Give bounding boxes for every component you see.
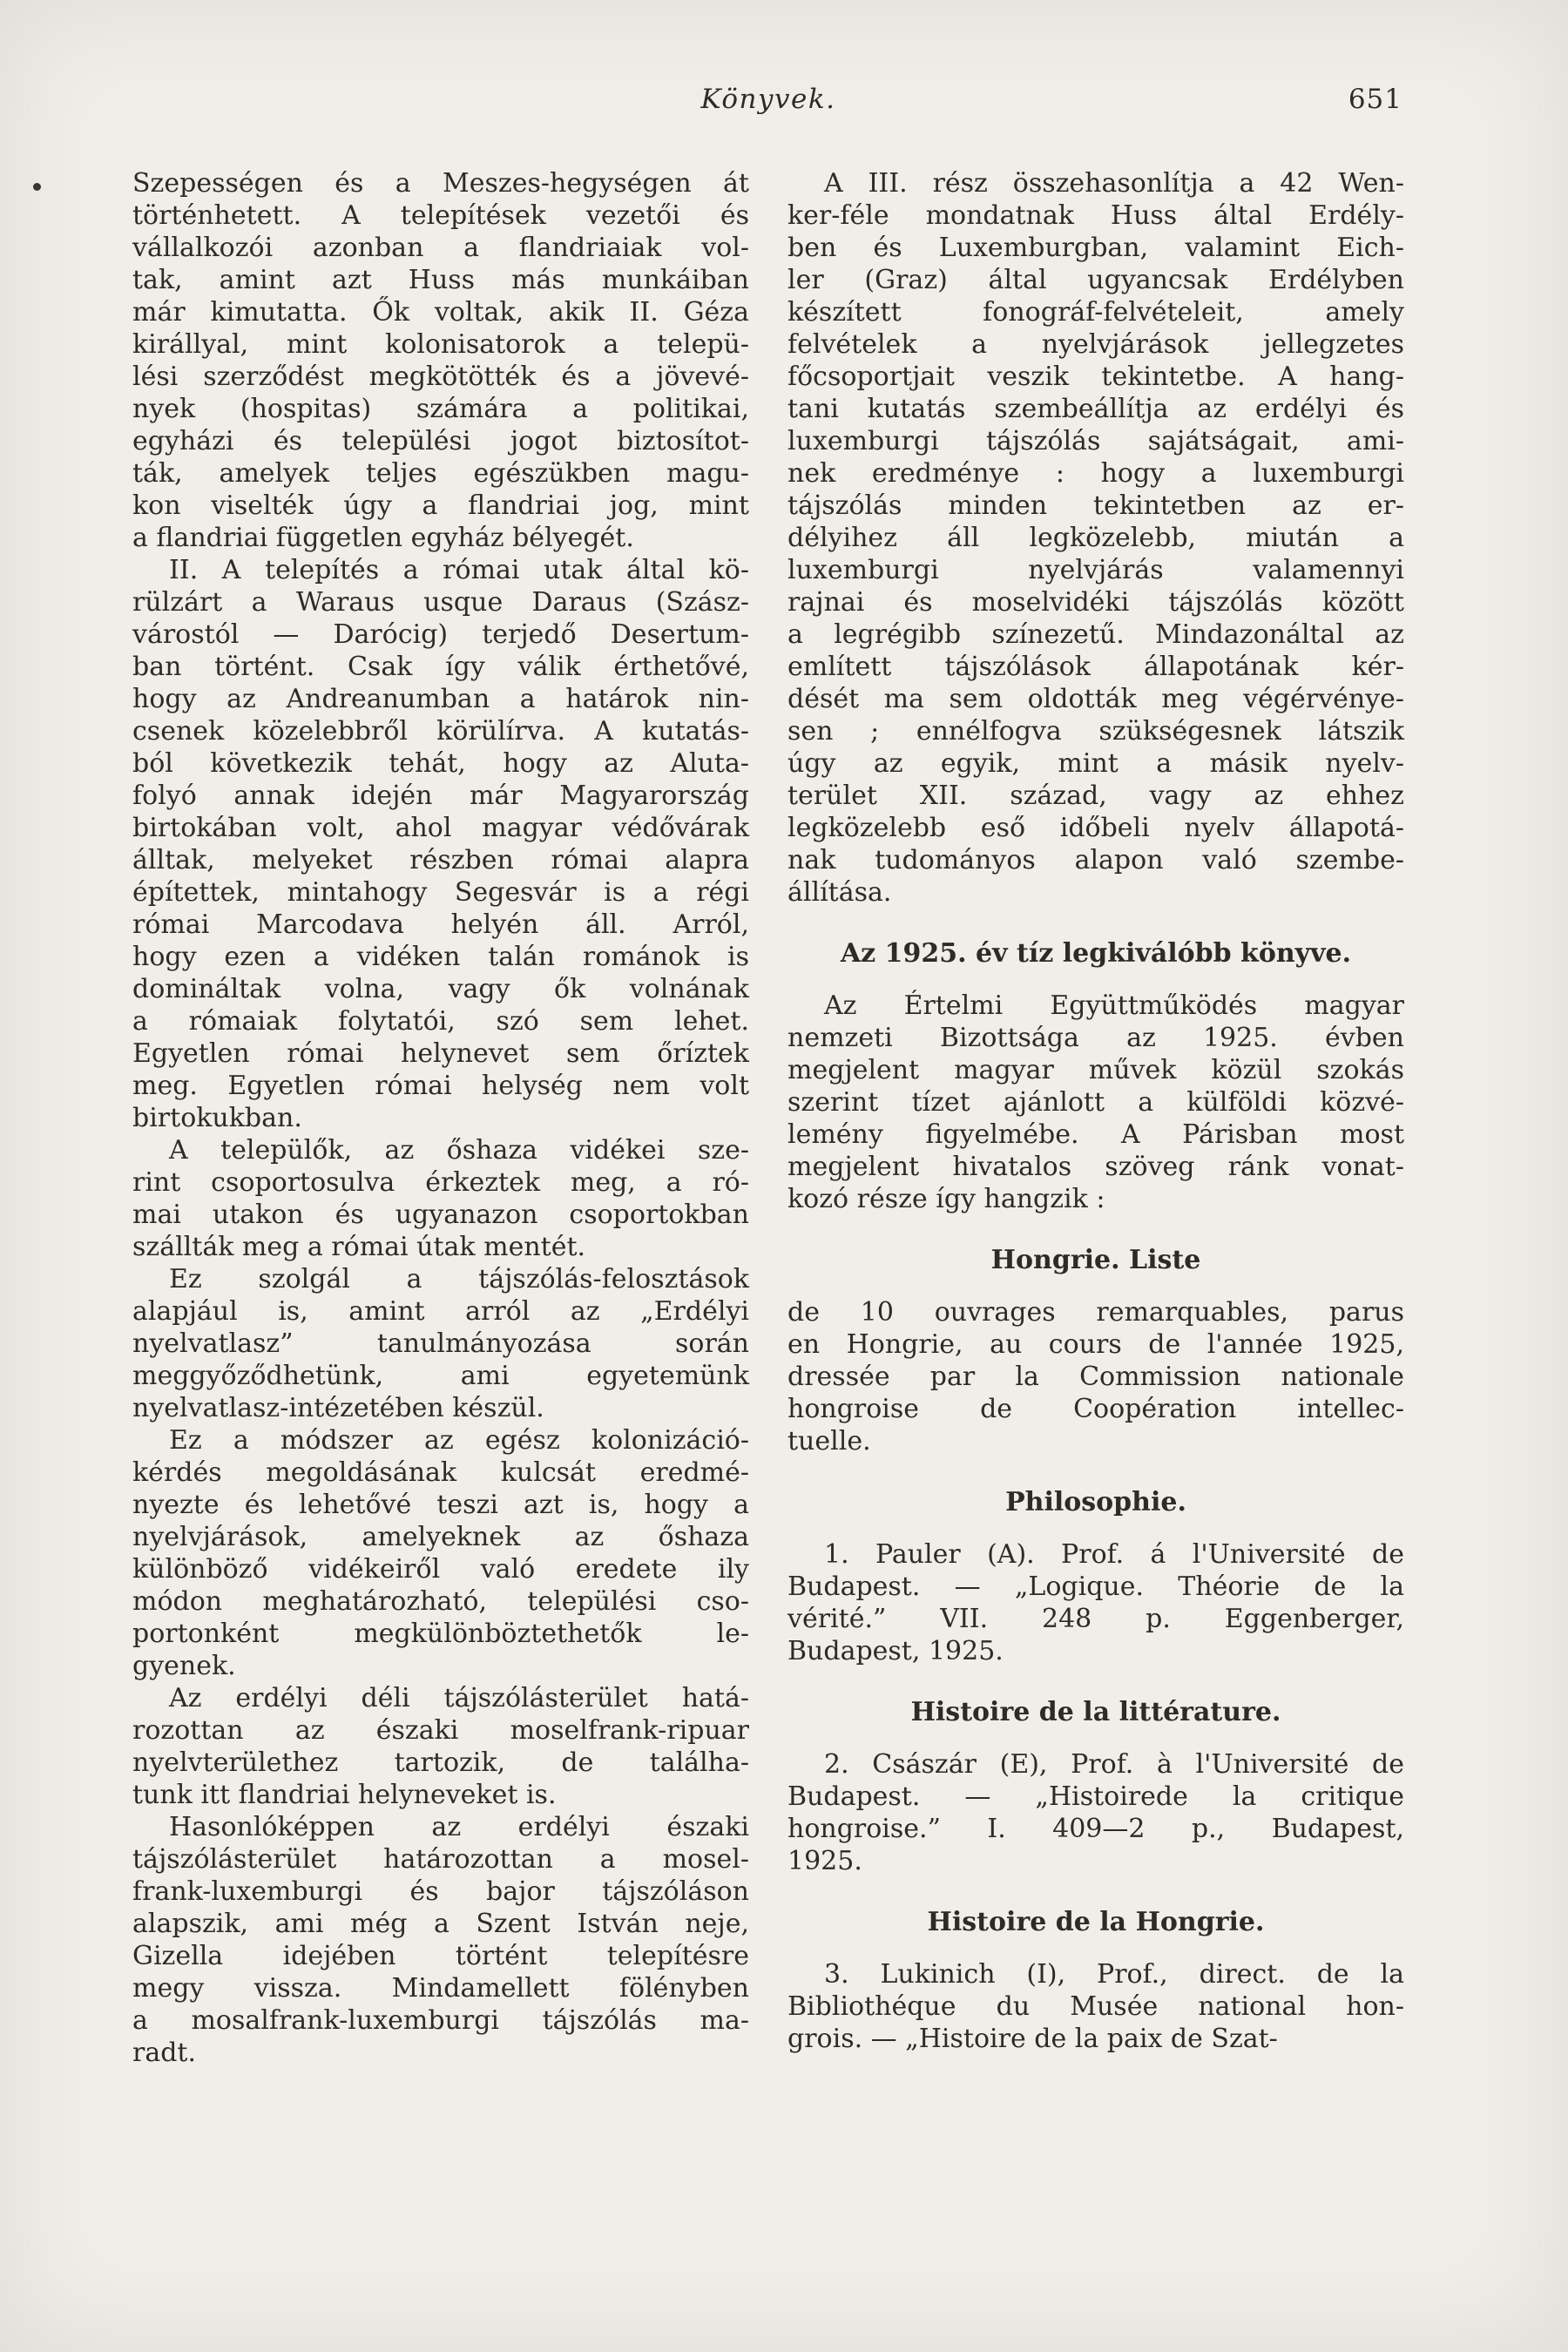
paragraph-dialect-atlas: Ez szolgál a tájszólás-felosztások alapjául is, amint arról az „Erdélyi nyelvatlasz” tanulmányozása során meggyőződhetünk, ami egyetemünk nyelvatlasz-intézetében készül. xyxy=(132,1264,749,1423)
page-number: 651 xyxy=(1348,84,1402,115)
paragraph-committee: Az Értelmi Együttműködés magyar nemzeti Bizottsága az 1925. évben megjelent magyar művek közül szokás szerint tízet ajánlott a külföldi közvé- lemény figyelmébe. A Párisban most megjelent hivatalos szöveg ránk vonat- kozó része így hangzik : xyxy=(787,990,1404,1214)
section-heading-histoire-hongrie: Histoire de la Hongrie. xyxy=(927,1907,1265,1937)
scan-speck xyxy=(33,183,41,191)
two-column-text xyxy=(132,167,1404,2069)
paragraph-settlement-continuation: Szepességen és a Meszes-hegységen át történhetett. A telepítések vezetői és vállalkozói azonban a flandriaiak vol- tak, amint azt Huss más munkáiban már kimutatta. Ők voltak, akik II. Géza királlyal, mint kolonisatorok a telepü- lési szerződést megkötötték és a jövevé- nyek (hospitas) számára a politikai, egyházi és települési jogot biztosítot- ták, amelyek teljes egészükben magu- kon viselték úgy a flandriai jog, mint a flandriai független egyház bélyegét. xyxy=(132,168,749,553)
paragraph-part-three: A III. rész összehasonlítja a 42 Wen- ker-féle mondatnak Huss által Erdély- ben és Luxemburgban, valamint Eich- ler (Graz) által ugyancsak Erdélyben készített fonográf-felvételeit, amely felvételek a nyelvjárások jellegzetes főcsoportjait veszik tekintetbe. A hang- tani kutatás szembeállítja az erdélyi és luxemburgi tájszólás sajátságait, ami- nek eredménye : hogy a luxemburgi tájszólás minden tekintetben az er- délyihez áll legközelebb, miután a luxemburgi nyelvjárás valamennyi rajnai és moselvidéki tájszólás között a legrégibb színezetű. Mindazonáltal az említett tájszólások állapotának kér- dését ma sem oldották meg végérvénye- sen ; ennélfogva szükségesnek látszik úgy az egyik, mint a másik nyelv- terület XII. század, vagy az ehhez legközelebb eső időbeli nyelv állapotá- nak tudományos alapon való szembe- állítása. xyxy=(787,168,1404,908)
paragraph-roman-roads: II. A telepítés a római utak által kö- rülzárt a Waraus usque Daraus (Szász- várostól — Darócig) terjedő Desertum- ban történt. Csak így válik érthetővé, hogy az Andreanumban a határok nin- csenek közelebbről körülírva. A kutatás- ból következik tehát, hogy az Aluta- folyó annak idején már Magyarország birtokában volt, ahol magyar védővárak álltak, melyeket részben római alapra építettek, mintahogy Segesvár is a régi római Marcodava helyén áll. Arról, hogy ezen a vidéken talán románok is domináltak volna, vagy ők volnának a rómaiak folytatói, szó sem lehet. Egyetlen római helynevet sem őríztek meg. Egyetlen római helység nem volt birtokukban. xyxy=(132,555,749,1133)
right-column xyxy=(787,167,1404,2069)
entry-lukinich: 3. Lukinich (I), Prof., direct. de la Bibliothéque du Musée national hon- grois. — „Histoire de la paix de Szat- xyxy=(787,1959,1404,2054)
running-title: Könyvek. xyxy=(700,84,836,115)
paragraph-southern-dialect: Az erdélyi déli tájszólásterület hatá- rozottan az északi moselfrank-ripuar nyelvterülethez tartozik, de találha- tunk itt flandriai helyneveket is. xyxy=(132,1683,749,1810)
entry-pauler: 1. Pauler (A). Prof. á l'Université de Budapest. — „Logique. Théorie de la vérité.” VII. 248 p. Eggenberger, Budapest, 1925. xyxy=(787,1539,1404,1666)
section-heading-best-books: Az 1925. év tíz legkiválóbb könyve. xyxy=(840,938,1352,969)
entry-csaszar: 2. Császár (E), Prof. à l'Université de Budapest. — „Histoirede la critique hongroise.” I. 409—2 p., Budapest, 1925. xyxy=(787,1749,1404,1876)
section-heading-litterature: Histoire de la littérature. xyxy=(910,1697,1281,1727)
page-header xyxy=(132,84,1404,124)
paragraph-settlers-groups: A települők, az őshaza vidékei sze- rint csoportosulva érkeztek meg, a ró- mai utakon és ugyanazon csoportokban szállták meg a római útak mentét. xyxy=(132,1135,749,1262)
paragraph-colonization-method: Ez a módszer az egész kolonizáció- kérdés megoldásának kulcsát eredmé- nyezte és lehetővé teszi azt is, hogy a nyelvjárások, amelyeknek az őshaza különböző vidékeiről való eredete ily módon meghatározható, települési cso- portonként megkülönböztethetők le- gyenek. xyxy=(132,1425,749,1681)
section-heading-hongrie-liste: Hongrie. Liste xyxy=(990,1245,1201,1275)
left-column xyxy=(132,167,749,2069)
text-block xyxy=(132,84,1404,2069)
paragraph-liste: de 10 ouvrages remarquables, parus en Hongrie, au cours de l'année 1925, dressée par la Commission nationale hongroise de Coopération intellec- tuelle. xyxy=(787,1297,1404,1456)
paragraph-northern-dialect: Hasonlóképpen az erdélyi északi tájszólásterület határozottan a mosel- frank-luxemburgi és bajor tájszóláson alapszik, ami még a Szent István neje, Gizella idejében történt telepítésre megy vissza. Mindamellett fölényben a mosalfrank-luxemburgi tájszólás ma- radt. xyxy=(132,1812,749,2068)
section-heading-philosophie: Philosophie. xyxy=(1005,1487,1186,1517)
